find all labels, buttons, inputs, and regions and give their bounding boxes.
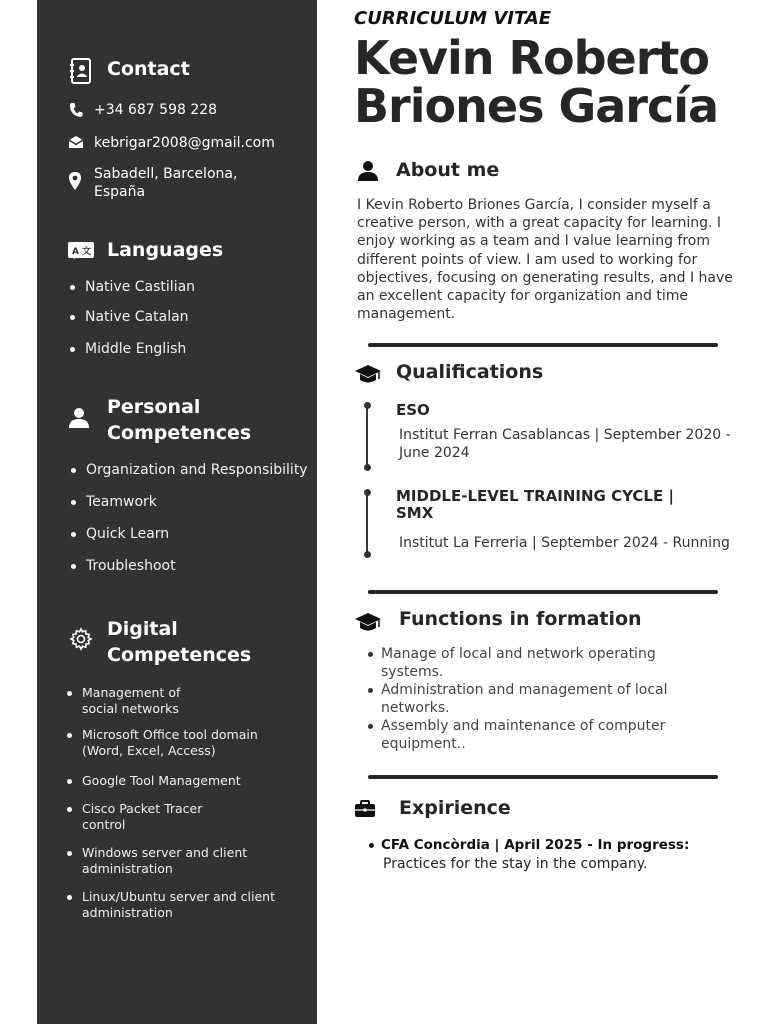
digital-item: [82, 773, 275, 789]
digital-item: [82, 727, 275, 759]
about-line: I Kevin Roberto Briones García, I consider myself a: [357, 197, 711, 213]
experience-item-detail: Practices for the stay in the company.: [383, 856, 648, 872]
personal-title-line1: Personal: [107, 396, 201, 418]
user-icon: [357, 160, 379, 182]
graduation-cap-icon: [354, 364, 382, 386]
digital-title-line1: Digital: [107, 618, 178, 640]
competence-item: Quick Learn: [86, 525, 308, 543]
location-pin-icon: [68, 171, 82, 191]
about-line: management.: [357, 306, 456, 323]
digital-item-line: Microsoft Office tool domain: [82, 727, 258, 742]
digital-item-line: Windows server and client: [82, 845, 248, 860]
about-text: [357, 196, 733, 323]
phone-number[interactable]: +34 687 598 228: [94, 102, 218, 118]
timeline-line: [366, 405, 368, 467]
qualification-detail: [399, 426, 731, 462]
competence-item: Organization and Responsibility: [86, 462, 308, 478]
function-item: [381, 645, 667, 681]
digital-item-line: control: [82, 817, 126, 832]
about-line: objectives, focusing on generating results, and I have: [357, 269, 733, 286]
briefcase-icon: [354, 800, 376, 818]
address-line1: Sabadell, Barcelona,: [94, 166, 238, 182]
language-item: Native Castilian: [85, 279, 196, 295]
function-item-line: Administration and management of local: [381, 682, 668, 698]
contact-title: Contact: [107, 58, 190, 80]
personal-competences-title: [107, 394, 251, 446]
qualification-title: [396, 488, 674, 522]
competence-item: Troubleshoot: [86, 557, 308, 575]
bullet-dot: [369, 843, 374, 848]
address-line2: España: [94, 184, 146, 200]
about-title: About me: [396, 159, 500, 181]
section-divider: [368, 590, 718, 594]
digital-item: [82, 889, 275, 921]
graduation-cap-icon: [354, 612, 382, 634]
digital-item: [82, 685, 275, 717]
digital-competences-title: [107, 616, 251, 668]
cv-label: CURRICULUM VITAE: [354, 8, 552, 29]
digital-item-line: Management of: [82, 685, 181, 700]
section-divider: [368, 775, 718, 779]
digital-item-line: social networks: [82, 701, 179, 716]
address: [94, 165, 237, 201]
language-item: Middle English: [85, 340, 195, 358]
qualification-title-line: MIDDLE-LEVEL TRAINING CYCLE |: [396, 487, 674, 505]
digital-title-line2: Competences: [107, 644, 252, 666]
digital-item-line: (Word, Excel, Access): [82, 743, 216, 758]
digital-competences-list: [82, 685, 275, 921]
qualifications-title: Qualifications: [396, 361, 544, 383]
personal-competences-list: [86, 461, 308, 575]
full-name: [354, 31, 719, 133]
function-item-line: Manage of local and network operating: [381, 646, 656, 662]
function-item-line: Assembly and maintenance of computer: [381, 718, 666, 734]
translate-icon: [67, 241, 95, 261]
personal-title-line2: Competences: [107, 422, 252, 444]
digital-item: [82, 845, 275, 877]
contact-book-icon: [70, 58, 92, 84]
digital-item-line: Linux/Ubuntu server and client: [82, 889, 275, 904]
user-icon: [68, 407, 90, 429]
timeline-dot: [364, 464, 371, 471]
svg-text:文: 文: [82, 247, 92, 257]
function-item: [381, 717, 667, 753]
digital-item-line: administration: [82, 861, 173, 876]
timeline-line: [366, 492, 368, 554]
experience-title: Expirience: [399, 797, 511, 819]
qualification-title-line: SMX: [396, 504, 434, 522]
digital-item-line: administration: [82, 905, 173, 920]
function-item: [381, 681, 667, 717]
name-line2: Briones García: [354, 79, 719, 133]
sidebar: [37, 0, 317, 1024]
functions-title: Functions in formation: [399, 608, 642, 630]
digital-item-line: Google Tool Management: [82, 773, 241, 788]
competence-item: Teamwork: [86, 493, 308, 511]
section-divider: [368, 343, 718, 347]
languages-title: Languages: [107, 239, 224, 261]
language-item: Native Catalan: [85, 308, 195, 326]
phone-icon: [69, 102, 83, 118]
function-item-line: equipment..: [381, 736, 466, 752]
function-item-line: systems.: [381, 664, 444, 680]
qualification-title: ESO: [396, 401, 430, 419]
qualification-detail-line: June 2024: [399, 445, 470, 462]
digital-item-line: Cisco Packet Tracer: [82, 801, 203, 816]
email-icon: [68, 135, 84, 149]
about-line: creative person, with a great capacity for learning. I: [357, 215, 721, 232]
email-address[interactable]: kebrigar2008@gmail.com: [94, 135, 275, 151]
timeline-dot: [364, 551, 371, 558]
qualification-detail: Institut La Ferreria | September 2024 - Running: [399, 535, 730, 551]
about-line: an excellent capacity for organization and time: [357, 288, 688, 305]
digital-item: [82, 801, 275, 833]
about-line: enjoy working as a team and I value learning from: [357, 233, 710, 250]
svg-text:A: A: [72, 247, 79, 257]
gear-icon: [69, 627, 93, 651]
languages-list: [85, 278, 195, 358]
function-item-line: networks.: [381, 700, 450, 716]
experience-item-title: CFA Concòrdia | April 2025 - In progress:: [381, 837, 690, 853]
functions-list: [381, 645, 667, 753]
qualification-detail-line: Institut Ferran Casablancas | September 2020 -: [399, 427, 731, 443]
about-line: different points of view. I am used to working for: [357, 251, 698, 268]
name-line1: Kevin Roberto: [354, 31, 709, 85]
